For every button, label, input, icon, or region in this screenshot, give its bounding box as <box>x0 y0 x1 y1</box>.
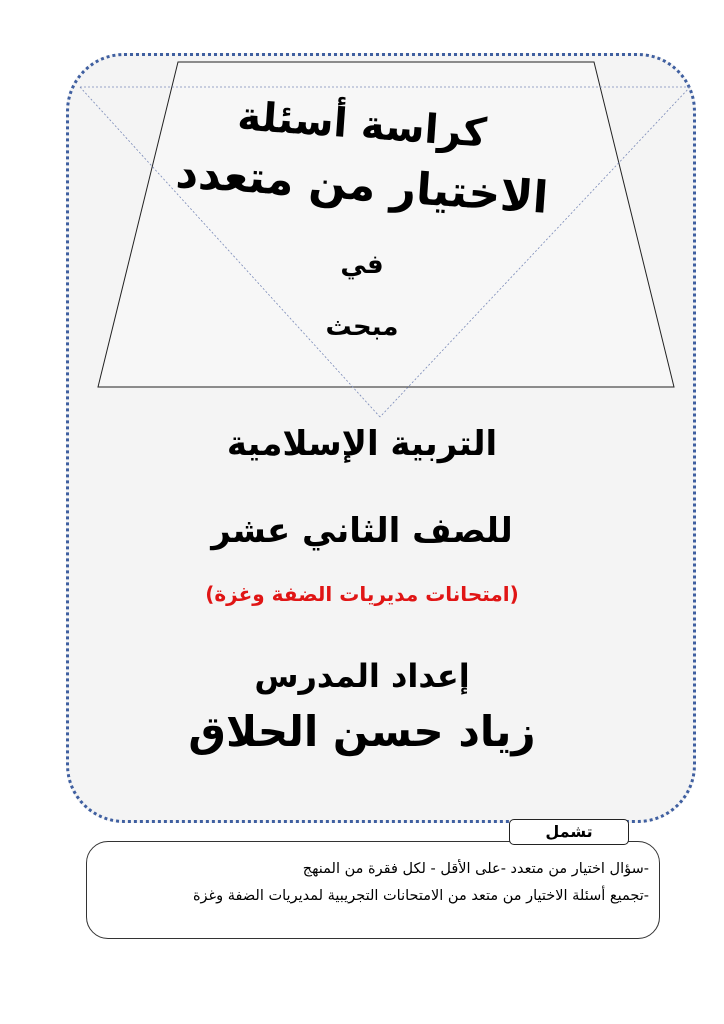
teacher-name: زياد حسن الحلاق <box>188 707 536 756</box>
subject-word: مبحث <box>325 312 399 342</box>
includes-box <box>86 841 660 939</box>
title-line-2: الاختيار من متعدد <box>174 147 550 224</box>
prepared-by: إعداد المدرس <box>254 657 470 695</box>
exams-note: (امتحانات مديريات الضفة وغزة) <box>205 582 519 606</box>
includes-item-2: -تجميع أسئلة الاختيار من متعد من الامتحانات التجريبية لمديريات الضفة وغزة <box>192 888 649 904</box>
in-word: في <box>340 250 384 280</box>
subject-title: التربية الإسلامية <box>226 424 498 464</box>
includes-item-1: -سؤال اختيار من متعدد -على الأقل - لكل فقرة من المنهج <box>302 861 649 877</box>
grade-title: للصف الثاني عشر <box>211 511 513 551</box>
title-line-1: كراسة أسئلة <box>236 93 488 157</box>
includes-label: تشمل <box>509 819 629 845</box>
